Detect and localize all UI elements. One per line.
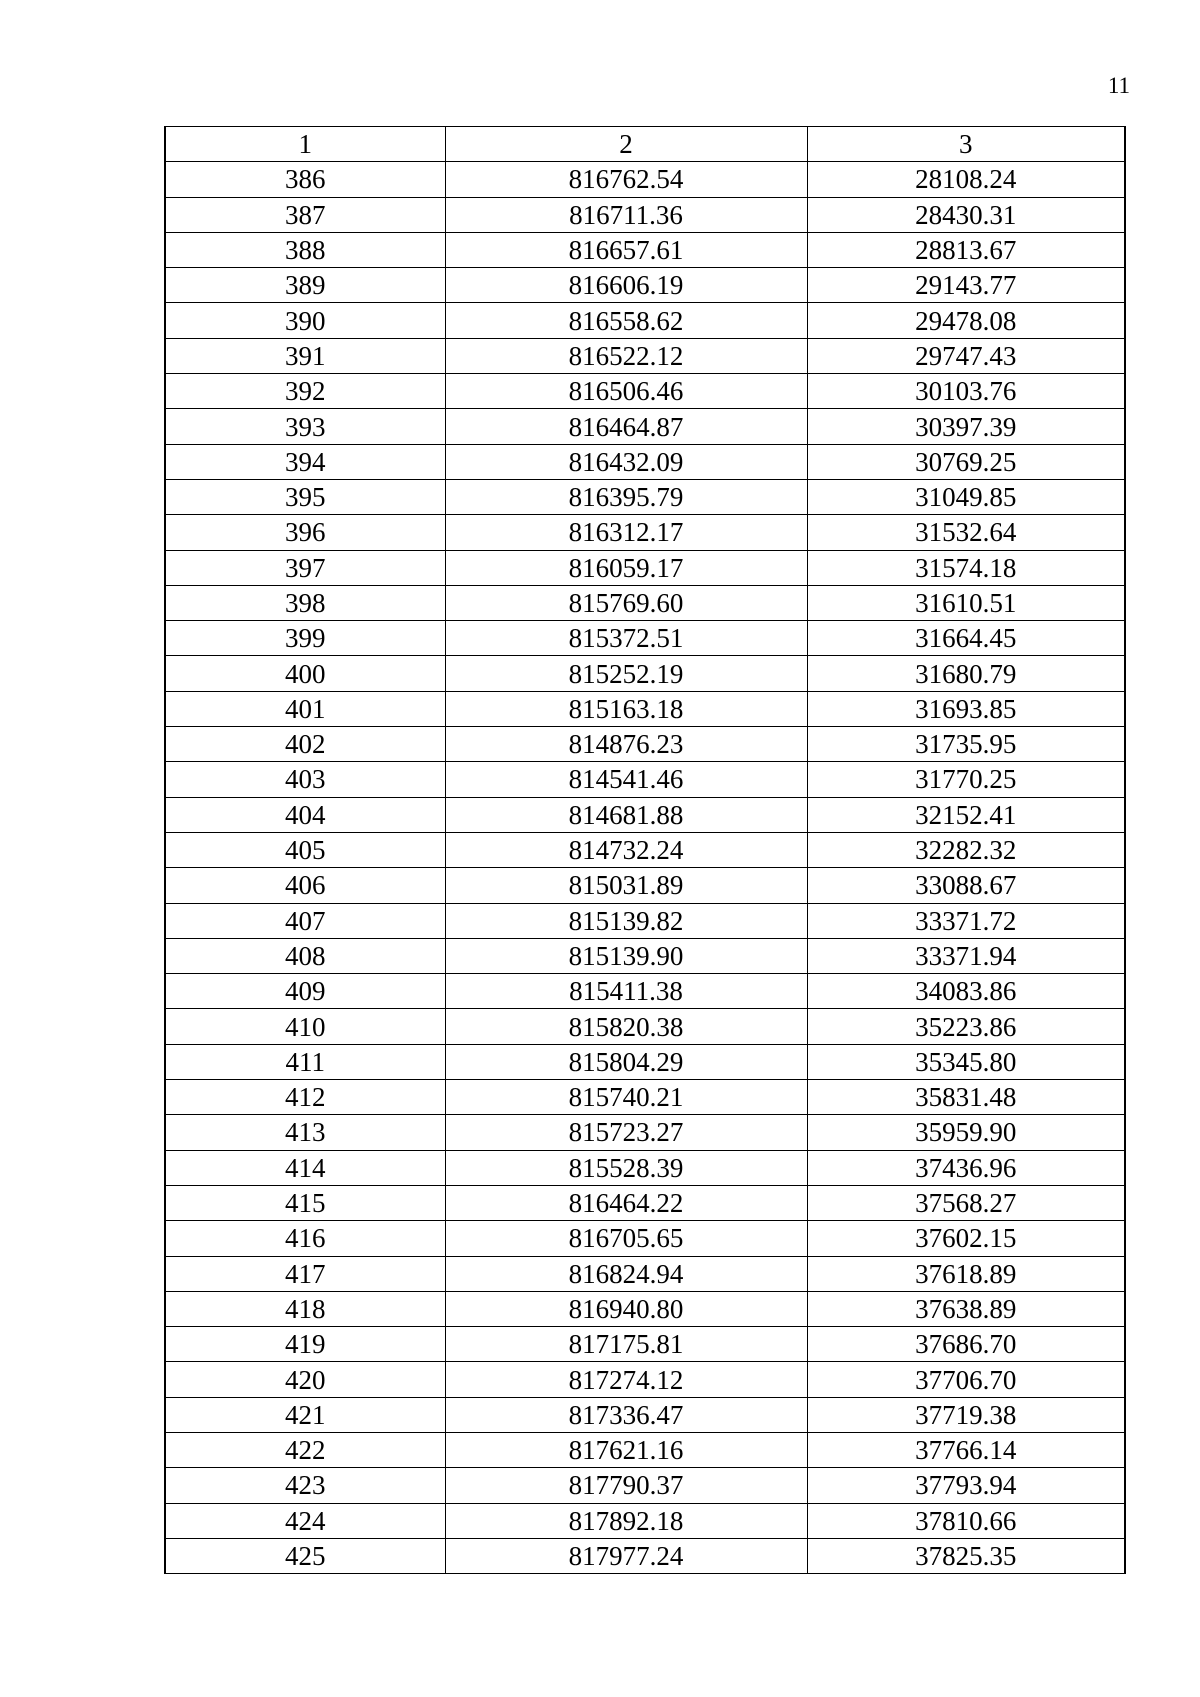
x-coordinate-cell: 817892.18	[445, 1503, 807, 1538]
table-row	[165, 1044, 1125, 1079]
point-number-cell: 411	[165, 1044, 445, 1079]
point-number-cell: 392	[165, 374, 445, 409]
table-row	[165, 585, 1125, 620]
x-coordinate-cell: 816762.54	[445, 162, 807, 197]
x-coordinate-cell: 815820.38	[445, 1009, 807, 1044]
point-number-cell: 417	[165, 1256, 445, 1291]
y-coordinate-cell: 31680.79	[807, 656, 1125, 691]
table-row	[165, 1397, 1125, 1432]
point-number-cell: 413	[165, 1115, 445, 1150]
point-number-cell: 390	[165, 303, 445, 338]
coordinates-table	[164, 126, 1126, 1574]
x-coordinate-cell: 816824.94	[445, 1256, 807, 1291]
point-number-cell: 391	[165, 338, 445, 373]
y-coordinate-cell: 30397.39	[807, 409, 1125, 444]
x-coordinate-cell: 815031.89	[445, 868, 807, 903]
table-row	[165, 515, 1125, 550]
table-row	[165, 1538, 1125, 1573]
table-row	[165, 550, 1125, 585]
point-number-cell: 388	[165, 232, 445, 267]
y-coordinate-cell: 37793.94	[807, 1468, 1125, 1503]
x-coordinate-cell: 816705.65	[445, 1221, 807, 1256]
point-number-cell: 401	[165, 691, 445, 726]
table-row	[165, 1432, 1125, 1467]
table-row	[165, 762, 1125, 797]
y-coordinate-cell: 31664.45	[807, 621, 1125, 656]
x-coordinate-cell: 817790.37	[445, 1468, 807, 1503]
point-number-cell: 421	[165, 1397, 445, 1432]
table-row	[165, 1256, 1125, 1291]
y-coordinate-cell: 37825.35	[807, 1538, 1125, 1573]
x-coordinate-cell: 816464.22	[445, 1185, 807, 1220]
point-number-cell: 423	[165, 1468, 445, 1503]
x-coordinate-cell: 816312.17	[445, 515, 807, 550]
point-number-cell: 393	[165, 409, 445, 444]
point-number-cell: 397	[165, 550, 445, 585]
table-row	[165, 1185, 1125, 1220]
point-number-cell: 396	[165, 515, 445, 550]
table-row	[165, 938, 1125, 973]
y-coordinate-cell: 33371.94	[807, 938, 1125, 973]
point-number-cell: 406	[165, 868, 445, 903]
table-row	[165, 974, 1125, 1009]
point-number-cell: 386	[165, 162, 445, 197]
table-row	[165, 444, 1125, 479]
y-coordinate-cell: 32282.32	[807, 832, 1125, 867]
x-coordinate-cell: 815139.90	[445, 938, 807, 973]
point-number-cell: 420	[165, 1362, 445, 1397]
point-number-cell: 422	[165, 1432, 445, 1467]
point-number-cell: 416	[165, 1221, 445, 1256]
table-row	[165, 621, 1125, 656]
table-row	[165, 1327, 1125, 1362]
y-coordinate-cell: 37706.70	[807, 1362, 1125, 1397]
x-coordinate-cell: 815769.60	[445, 585, 807, 620]
y-coordinate-cell: 29478.08	[807, 303, 1125, 338]
x-coordinate-cell: 817175.81	[445, 1327, 807, 1362]
x-coordinate-cell: 816606.19	[445, 268, 807, 303]
x-coordinate-cell: 815139.82	[445, 903, 807, 938]
table-row	[165, 1468, 1125, 1503]
table-row	[165, 727, 1125, 762]
point-number-cell: 402	[165, 727, 445, 762]
x-coordinate-cell: 814876.23	[445, 727, 807, 762]
table-row	[165, 691, 1125, 726]
point-number-cell: 400	[165, 656, 445, 691]
x-coordinate-cell: 816059.17	[445, 550, 807, 585]
point-number-cell: 403	[165, 762, 445, 797]
y-coordinate-cell: 32152.41	[807, 797, 1125, 832]
x-coordinate-cell: 817274.12	[445, 1362, 807, 1397]
table-header-row	[165, 127, 1125, 162]
x-coordinate-cell: 815528.39	[445, 1150, 807, 1185]
point-number-cell: 419	[165, 1327, 445, 1362]
table-row	[165, 1115, 1125, 1150]
x-coordinate-cell: 816558.62	[445, 303, 807, 338]
x-coordinate-cell: 816432.09	[445, 444, 807, 479]
point-number-cell: 415	[165, 1185, 445, 1220]
table-row	[165, 162, 1125, 197]
table-row	[165, 1221, 1125, 1256]
y-coordinate-cell: 29143.77	[807, 268, 1125, 303]
x-coordinate-cell: 814732.24	[445, 832, 807, 867]
table-row	[165, 303, 1125, 338]
page-number: 11	[1107, 73, 1130, 98]
table-row	[165, 797, 1125, 832]
point-number-cell: 414	[165, 1150, 445, 1185]
point-number-cell: 394	[165, 444, 445, 479]
table-row	[165, 268, 1125, 303]
table-row	[165, 479, 1125, 514]
y-coordinate-cell: 37436.96	[807, 1150, 1125, 1185]
y-coordinate-cell: 37618.89	[807, 1256, 1125, 1291]
y-coordinate-cell: 29747.43	[807, 338, 1125, 373]
x-coordinate-cell: 815372.51	[445, 621, 807, 656]
x-coordinate-cell: 816522.12	[445, 338, 807, 373]
x-coordinate-cell: 817977.24	[445, 1538, 807, 1573]
table-row	[165, 656, 1125, 691]
y-coordinate-cell: 34083.86	[807, 974, 1125, 1009]
x-coordinate-cell: 816711.36	[445, 197, 807, 232]
x-coordinate-cell: 815723.27	[445, 1115, 807, 1150]
x-coordinate-cell: 816464.87	[445, 409, 807, 444]
y-coordinate-cell: 37810.66	[807, 1503, 1125, 1538]
y-coordinate-cell: 31610.51	[807, 585, 1125, 620]
table-row	[165, 232, 1125, 267]
table-row	[165, 1291, 1125, 1326]
x-coordinate-cell: 815411.38	[445, 974, 807, 1009]
table-row	[165, 374, 1125, 409]
x-coordinate-cell: 814681.88	[445, 797, 807, 832]
x-coordinate-cell: 815252.19	[445, 656, 807, 691]
table-row	[165, 868, 1125, 903]
y-coordinate-cell: 37766.14	[807, 1432, 1125, 1467]
y-coordinate-cell: 37638.89	[807, 1291, 1125, 1326]
y-coordinate-cell: 31049.85	[807, 479, 1125, 514]
point-number-cell: 404	[165, 797, 445, 832]
point-number-cell: 412	[165, 1080, 445, 1115]
x-coordinate-cell: 816506.46	[445, 374, 807, 409]
y-coordinate-cell: 35831.48	[807, 1080, 1125, 1115]
y-coordinate-cell: 31770.25	[807, 762, 1125, 797]
y-coordinate-cell: 31574.18	[807, 550, 1125, 585]
y-coordinate-cell: 31532.64	[807, 515, 1125, 550]
x-coordinate-cell: 816940.80	[445, 1291, 807, 1326]
point-number-cell: 395	[165, 479, 445, 514]
y-coordinate-cell: 37686.70	[807, 1327, 1125, 1362]
y-coordinate-cell: 37568.27	[807, 1185, 1125, 1220]
x-coordinate-cell: 815163.18	[445, 691, 807, 726]
table-row	[165, 1150, 1125, 1185]
y-coordinate-cell: 35959.90	[807, 1115, 1125, 1150]
point-number-cell: 408	[165, 938, 445, 973]
point-number-cell: 409	[165, 974, 445, 1009]
y-coordinate-cell: 37602.15	[807, 1221, 1125, 1256]
table-body	[165, 162, 1125, 1574]
point-number-cell: 407	[165, 903, 445, 938]
point-number-cell: 387	[165, 197, 445, 232]
y-coordinate-cell: 33371.72	[807, 903, 1125, 938]
y-coordinate-cell: 30769.25	[807, 444, 1125, 479]
column-header: 3	[807, 127, 1125, 162]
table-row	[165, 197, 1125, 232]
table-row	[165, 409, 1125, 444]
point-number-cell: 418	[165, 1291, 445, 1326]
point-number-cell: 410	[165, 1009, 445, 1044]
table-row	[165, 1080, 1125, 1115]
table-row	[165, 1009, 1125, 1044]
point-number-cell: 405	[165, 832, 445, 867]
x-coordinate-cell: 817621.16	[445, 1432, 807, 1467]
y-coordinate-cell: 31735.95	[807, 727, 1125, 762]
table-row	[165, 338, 1125, 373]
table-row	[165, 903, 1125, 938]
x-coordinate-cell: 815740.21	[445, 1080, 807, 1115]
x-coordinate-cell: 816395.79	[445, 479, 807, 514]
y-coordinate-cell: 35223.86	[807, 1009, 1125, 1044]
point-number-cell: 425	[165, 1538, 445, 1573]
column-header: 1	[165, 127, 445, 162]
y-coordinate-cell: 37719.38	[807, 1397, 1125, 1432]
point-number-cell: 398	[165, 585, 445, 620]
column-header: 2	[445, 127, 807, 162]
table-row	[165, 832, 1125, 867]
x-coordinate-cell: 817336.47	[445, 1397, 807, 1432]
point-number-cell: 399	[165, 621, 445, 656]
y-coordinate-cell: 28430.31	[807, 197, 1125, 232]
y-coordinate-cell: 35345.80	[807, 1044, 1125, 1079]
x-coordinate-cell: 815804.29	[445, 1044, 807, 1079]
y-coordinate-cell: 33088.67	[807, 868, 1125, 903]
y-coordinate-cell: 30103.76	[807, 374, 1125, 409]
y-coordinate-cell: 28813.67	[807, 232, 1125, 267]
x-coordinate-cell: 814541.46	[445, 762, 807, 797]
point-number-cell: 424	[165, 1503, 445, 1538]
point-number-cell: 389	[165, 268, 445, 303]
x-coordinate-cell: 816657.61	[445, 232, 807, 267]
table-row	[165, 1362, 1125, 1397]
y-coordinate-cell: 31693.85	[807, 691, 1125, 726]
y-coordinate-cell: 28108.24	[807, 162, 1125, 197]
table-row	[165, 1503, 1125, 1538]
